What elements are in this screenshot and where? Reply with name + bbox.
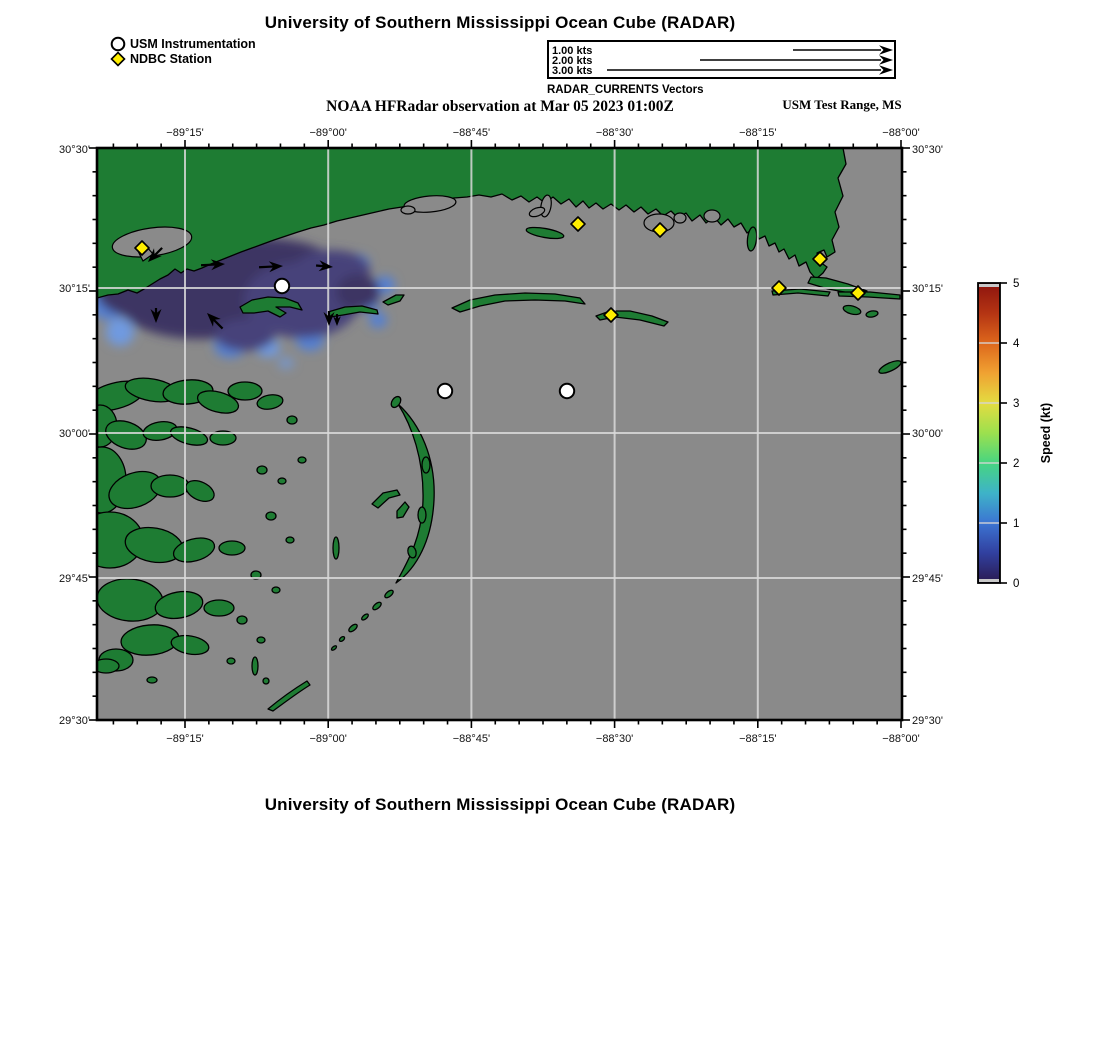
lon-tick-label-top: −88°00' (882, 127, 920, 139)
ndbc-legend-label: NDBC Station (130, 51, 212, 66)
page-title: University of Southern Mississippi Ocean Cube (RADAR) (264, 13, 736, 32)
scale-arrow-1kt (793, 45, 893, 55)
lat-tick-label-right: 29°45' (912, 573, 943, 585)
lon-tick-label-bottom: −88°00' (882, 733, 920, 745)
colorbar-tick-label: 5 (1013, 278, 1020, 290)
lon-tick-label-top: −89°15' (166, 127, 204, 139)
legend-row-ndbc (110, 51, 256, 66)
lat-tick-label-right: 30°30' (912, 144, 943, 156)
colorbar-axis-label: Speed (kt) (1039, 402, 1053, 464)
bottom-title: University of Southern Mississippi Ocean Cube (RADAR) (264, 795, 736, 814)
lat-tick-label-right: 29°30' (912, 715, 943, 727)
vector-scale-label-2: 2.00 kts (552, 55, 593, 67)
usm-legend-label: USM Instrumentation (130, 36, 256, 51)
observation-subtitle: NOAA HFRadar observation at Mar 05 2023 01:00Z (326, 98, 674, 115)
lat-tick-label-right: 30°00' (912, 428, 943, 440)
colorbar-gradient (978, 283, 1000, 583)
lon-tick-label-bottom: −88°45' (452, 733, 491, 745)
region-label: USM Test Range, MS (782, 97, 902, 112)
lat-tick-label-left: 30°30' (59, 144, 90, 156)
lat-tick-label-right: 30°15' (912, 283, 943, 295)
vector-scale-label-1: 1.00 kts (552, 45, 593, 57)
vector-scale-rows (549, 42, 894, 77)
lon-tick-label-top: −88°15' (739, 127, 777, 139)
map-figure (40, 120, 1080, 750)
lon-tick-label-bottom: −88°15' (739, 733, 777, 745)
ndbc-diamond-icon (110, 51, 128, 67)
vector-box-caption: RADAR_CURRENTS Vectors (547, 84, 704, 96)
colorbar-tick-label: 3 (1013, 398, 1020, 410)
colorbar (978, 278, 1053, 590)
colorbar-tick-label: 2 (1013, 458, 1020, 470)
scale-arrow-3kt (607, 65, 893, 75)
lon-tick-label-bottom: −89°00' (309, 733, 347, 745)
lat-tick-label-left: 29°30' (59, 715, 90, 727)
colorbar-tick-label: 0 (1013, 578, 1020, 590)
colorbar-tick-label: 1 (1013, 518, 1020, 530)
usm-instrument-marker (560, 384, 574, 398)
vector-scale-label-3: 3.00 kts (552, 65, 593, 77)
usm-instrument-marker (275, 279, 289, 293)
lon-tick-label-top: −89°00' (309, 127, 347, 139)
colorbar-tick-label: 4 (1013, 338, 1020, 350)
lon-tick-label-bottom: −89°15' (166, 733, 204, 745)
legend-row-usm (110, 36, 256, 51)
lon-tick-label-bottom: −88°30' (595, 733, 634, 745)
vector-scale-box (547, 40, 896, 79)
lat-tick-label-left: 30°00' (59, 428, 90, 440)
lat-tick-label-left: 30°15' (59, 283, 90, 295)
usm-instrument-marker (438, 384, 452, 398)
lon-tick-label-top: −88°45' (452, 127, 491, 139)
marker-legend (110, 36, 256, 66)
usm-circle-icon (110, 36, 128, 52)
lon-tick-label-top: −88°30' (595, 127, 634, 139)
scale-arrow-2kt (700, 55, 893, 65)
lat-tick-label-left: 29°45' (59, 573, 90, 585)
